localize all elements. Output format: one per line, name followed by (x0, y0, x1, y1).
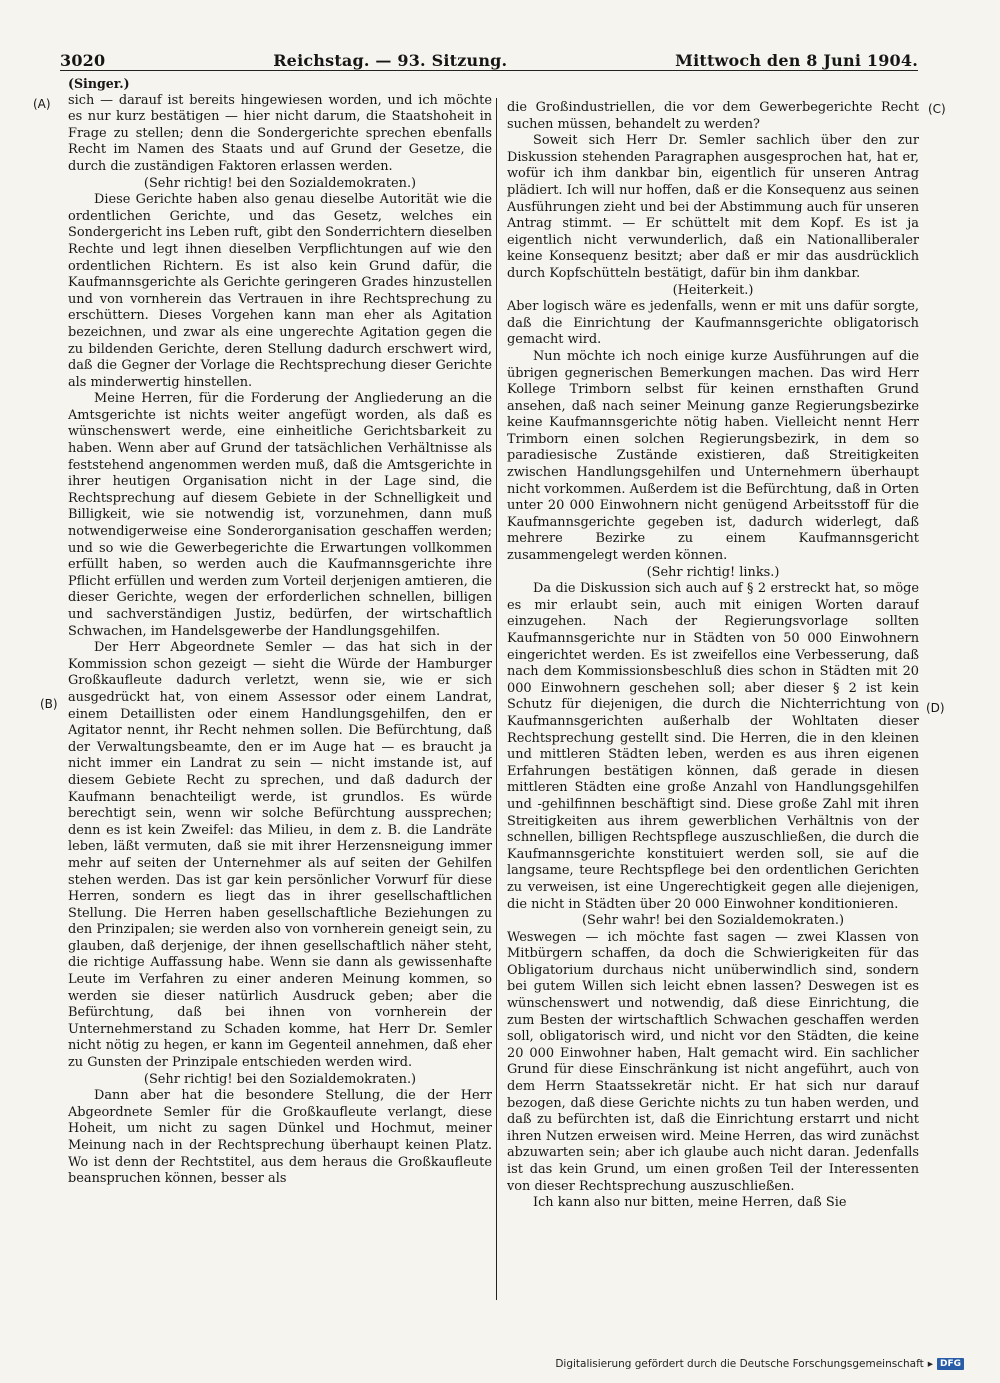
paragraph: Aber logisch wäre es jedenfalls, wenn er mit uns dafür sorgte, daß die Einrichtung der Kaufmannsgerichte obligatorisch gemacht wird. (507, 299, 919, 348)
paragraph: Meine Herren, für die Forderung der Angliederung an die Amtsgerichte ist nichts weiter angefügt worden, als daß es wünschenswert werde, eine einheitliche Gerichtsbarkeit zu haben. Wenn aber auf Grund der tatsächlichen Verhältnisse als feststehend angenommen werden muß, daß die Amtsgerichte in ihrer heutigen Organisation nicht in der Lage sind, die Rechtsprechung auf diesem Gebiete in der Schnelligkeit und Billigkeit, wie sie notwendig ist, vorzunehmen, dann muß notwendigerweise eine Sonderorganisation geschaffen werden; und so wie die Gewerbegerichte die Erwartungen vollkommen erfüllt haben, so werden auch die Kaufmannsgerichte ihre Pflicht erfüllen und werden zum Vorteil derjenigen amtieren, die dieser Gerichte, wegen der erforderlichen schnellen, billigen und sachverständigen Justiz, bedürfen, der wirtschaftlich Schwachen, im Handelsgewerbe der Handlungsgehilfen. (68, 391, 492, 639)
paragraph: Da die Diskussion sich auch auf § 2 erstreckt hat, so möge es mir erlaubt sein, auch mit einigen Worten darauf einzugehen. Nach der Regierungsvorlage sollten Kaufmannsgerichte nur in Städten von 50 000 Einwohnern eingerichtet werden. Es ist zweifellos eine Verbesserung, daß nach dem Kommissionsbeschluß dies schon in Städten mit 20 000 Einwohnern geschehen soll; aber dieser § 2 ist kein Schutz für diejenigen, die durch die Nichterrichtung von Kaufmannsgerichten außerhalb der Wohltaten dieser Rechtsprechung gestellt sind. Die Herren, die in den kleinen und mittleren Städten leben, werden es aus ihren eigenen Erfahrungen bestätigen können, daß gerade in diesen mittleren Städten eine große Anzahl von Handlungsgehilfen und -gehilfinnen beschäftigt sind. Diese große Zahl mit ihren Streitigkeiten aus ihrem gewerblichen Verhältnis von der schnellen, billigen Rechtspflege auszuschließen, die durch die Kaufmannsgerichte konstituiert werden soll, sie auf die langsame, teure Rechtspflege bei den ordentlichen Gerichten zu verweisen, ist eine Ungerechtigkeit gegen alle diejenigen, die nicht in Städten über 20 000 Einwohner konditionieren. (507, 581, 919, 912)
paragraph: Der Herr Abgeordnete Semler — das hat sich in der Kommission schon gezeigt — sieht die Würde der Hamburger Großkaufleute dadurch verletzt, wenn sie, wie er sich ausgedrückt hat, von einem Assessor oder einem Landrat, einem Detaillisten oder einem Handlungsgehilfen, den er Agitator nennt, ihr Recht nehmen sollen. Die Befürchtung, daß der Verwaltungsbeamte, den er im Auge hat — es braucht ja nicht immer ein Landrat zu sein — nicht imstande ist, auf diesem Gebiete Recht zu sprechen, und daß dadurch der Kaufmann benachteiligt werde, ist grundlos. Es würde berechtigt sein, wenn wir solche Befürchtung aussprechen; denn es ist kein Zweifel: das Milieu, in dem z. B. die Landräte leben, läßt vermuten, daß sie mit ihrer Herzensneigung immer mehr auf seiten der Unternehmer als auf seiten der Gehilfen stehen werden. Das ist gar kein persönlicher Vorwurf für diese Herren, sondern es liegt das in ihrer gesellschaftlichen Stellung. Die Herren haben gesellschaftliche Beziehungen zu den Prinzipalen; sie werden also von vornherein geneigt sein, zu glauben, daß derjenige, der ihnen gesellschaftlich näher steht, die richtige Auffassung habe. Wenn sie dann als gewissenhafte Leute im Verfahren zu einer anderen Meinung kommen, so werden sie dieser natürlich Ausdruck geben; aber die Befürchtung, daß bei ihnen von vornherein der Unternehmerstand zu Schaden komme, hat Herr Dr. Semler nicht nötig zu hegen, er kann im Gegenteil annehmen, daß eher zu Gunsten der Prinzipale entschieden werden wird. (68, 640, 492, 1071)
paragraph: Dann aber hat die besondere Stellung, die der Herr Abgeordnete Semler für die Großkaufleute verlangt, diese Hoheit, um nicht zu sagen Dünkel und Hochmut, meiner Meinung nach in der Rechtsprechung überhaupt keinen Platz. Wo ist denn der Rechtstitel, aus dem heraus die Großkaufleute beanspruchen können, besser als (68, 1088, 492, 1187)
right-column (507, 100, 919, 1332)
paragraph: die Großindustriellen, die vor dem Gewerbegerichte Recht suchen müssen, behandelt zu werden? (507, 100, 919, 132)
reaction: (Sehr wahr! bei den Sozialdemokraten.) (582, 913, 844, 929)
footer (555, 1358, 964, 1370)
paragraph: Nun möchte ich noch einige kurze Ausführungen auf die übrigen gegnerischen Bemerkungen machen. Das wird Herr Kollege Trimborn selbst für keinen ernsthaften Grund ansehen, daß nach seiner Meinung ganze Regierungsbezirke keine Kaufmannsgerichte nötig haben. Vielleicht nennt Herr Trimborn einen solchen Regierungsbezirk, in dem so paradiesische Zustände existieren, daß Streitigkeiten zwischen Handlungsgehilfen und Unternehmern überhaupt nicht vorkommen. Außerdem ist die Befürchtung, daß in Orten unter 20 000 Einwohnern nicht genügend Arbeitsstoff für die Kaufmannsgerichte gegeben ist, dadurch widerlegt, daß mehrere Bezirke zu einem Kaufmannsgericht zusammengelegt werden können. (507, 348, 919, 564)
margin-mark-b: (B) (40, 697, 58, 711)
speaker-name: (Singer.) (68, 76, 130, 91)
paragraph: Soweit sich Herr Dr. Semler sachlich über den zur Diskussion stehenden Paragraphen ausgesprochen hat, hat er, wofür ich ihm dankbar bin, eigentlich für unseren Antrag plädiert. Ich will nur hoffen, daß er die Konsequenz aus seinen Ausführungen zieht und bei der Abstimmung auch für unseren Antrag stimmt. — Er schüttelt mit dem Kopf. Es ist ja eigentlich nicht verwunderlich, daß ein Nationalliberaler keine Konsequenz besitzt; aber daß er mir das ausdrücklich durch Kopfschütteln bestätigt, dafür bin ihm dankbar. (507, 133, 919, 281)
margin-mark-c: (C) (928, 102, 946, 116)
reaction: (Sehr richtig! bei den Sozialdemokraten.) (143, 1071, 417, 1087)
funding-note: Digitalisierung gefördert durch die Deutsche Forschungsgemeinschaft (555, 1358, 924, 1370)
paragraph: sich — darauf ist bereits hingewiesen worden, und ich möchte es nur kurz bestätigen — hier nicht darum, die Staatshoheit in Frage zu stellen; denn die Sondergerichte sprechen ebenfalls Recht im Namen des Staats und auf Grund der Gesetze, die durch die zuständigen Faktoren erlassen werden. (68, 92, 492, 174)
margin-mark-a: (A) (33, 97, 51, 111)
session-title: Reichstag. — 93. Sitzung. (273, 51, 508, 70)
paragraph: Ich kann also nur bitten, meine Herren, daß Sie (533, 1195, 847, 1211)
page-number: 3020 (60, 51, 106, 70)
margin-mark-d: (D) (926, 701, 945, 715)
reaction: (Sehr richtig! links.) (646, 564, 780, 580)
page-header (60, 46, 918, 70)
header-rule (60, 70, 918, 71)
dfg-logo: DFG (937, 1358, 964, 1370)
arrow-icon: ▸ (927, 1358, 933, 1370)
left-column (68, 76, 492, 1308)
paragraph: Diese Gerichte haben also genau dieselbe Autorität wie die ordentlichen Gerichte, und das Gesetz, welches ein Sondergericht ins Leben ruft, gibt den Sonderrichtern dieselben Rechte und legt ihnen dieselben Verpflichtungen auf wie den ordentlichen Richtern. Es ist also kein Grund dafür, die Kaufmannsgerichte als Gerichte geringeren Grades hinzustellen und von vornherein das Vertrauen in ihre Rechtsprechung zu erschüttern. Dieses Vorgehen kann man eher als Agitation bezeichnen, und zwar als eine ungerechte Agitation gegen die zu bildenden Gerichte, deren Stellung dadurch erschwert wird, daß die Gegner der Vorlage die Rechtsprechung dieser Gerichte als minderwertig hinstellen. (68, 192, 492, 390)
paragraph: Weswegen — ich möchte fast sagen — zwei Klassen von Mitbürgern schaffen, da doch die Schwierigkeiten für das Obligatorium durchaus nicht unüberwindlich sind, sondern bei gutem Willen sich leicht ebnen lassen? Deswegen ist es wünschenswert und notwendig, daß diese Einrichtung, die zum Besten der wirtschaftlich Schwachen geschaffen werden soll, obligatorisch wird, und nicht vor den Städten, die keine 20 000 Einwohner haben, Halt gemacht wird. Ein sachlicher Grund für diese Einschränkung ist nicht angeführt, auch von dem Herrn Staatssekretär nicht. Er hat sich nur darauf bezogen, daß diese Gerichte nichts zu tun haben werden, und daß zu befürchten ist, daß die Einrichtung erstarrt und nicht ihren Nutzen erweisen wird. Meine Herren, das wird zunächst abzuwarten sein; aber ich glaube auch nicht daran. Jedenfalls ist das kein Grund, um einen großen Teil der Interessenten von dieser Rechtsprechung auszuschließen. (507, 929, 919, 1194)
reaction: (Sehr richtig! bei den Sozialdemokraten.) (143, 175, 417, 191)
column-divider (496, 98, 497, 1300)
reaction: (Heiterkeit.) (672, 282, 754, 298)
session-date: Mittwoch den 8 Juni 1904. (675, 51, 918, 70)
